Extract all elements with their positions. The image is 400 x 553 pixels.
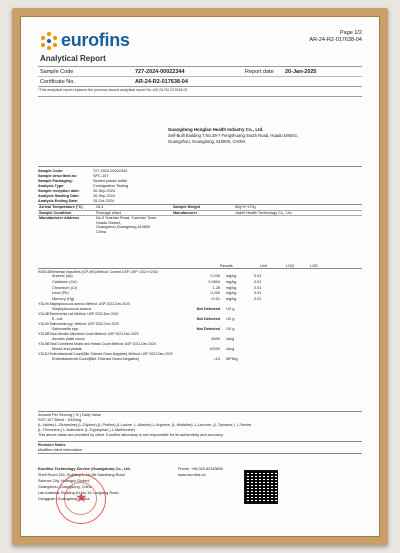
result-unit [313, 342, 342, 346]
client-address [168, 127, 298, 145]
sample-code-value: 727-2024-00022344 [135, 68, 185, 75]
result-unit: mg/kg [226, 274, 237, 279]
result-code [38, 357, 52, 363]
website: www.eurofins.cn [178, 473, 206, 477]
sample-info-key: Sample Packaging: [38, 179, 73, 183]
client-address-line1: Self-Built Building 7,No.39-7 Fengshuang South Road, Huadu District, [168, 133, 298, 138]
result-unit [313, 302, 342, 306]
result-name: Salmonella spp. Method: USP 2022-Dec 2020 [49, 322, 119, 327]
result-code: Y3L5B [38, 332, 50, 337]
result-name: Aerobic plate count [52, 336, 85, 341]
result-code: Y3L4V [38, 302, 50, 307]
mfr-address-line: China [96, 229, 106, 234]
result-code: R2DL6 [38, 270, 50, 274]
result-unit: /10 g [226, 326, 235, 331]
result-code: Y3L5J [38, 352, 49, 357]
client-name: Guangdong Honglan Health Industry Co., Ltd. [168, 127, 264, 132]
result-name: Arsenic (As) [52, 274, 73, 279]
sample-info-list [38, 169, 362, 204]
certificate-value: AR-24-R2-017638-04 [135, 78, 188, 85]
result-value: 10000 [209, 346, 220, 351]
result-loq [254, 357, 278, 363]
sample-info-value: 727-2024-00022344 [93, 169, 128, 173]
sample-info-value: SPC-107 [93, 174, 109, 178]
sample-info-value: 15-Oct-2024 [93, 199, 115, 203]
result-value: 0.236 [210, 274, 220, 279]
result-loq [342, 352, 362, 356]
results-col: Results [220, 264, 233, 268]
result-loq: 0.01 [254, 291, 262, 296]
mfr-address-line: Guangzhou,Guangdong,510800 [96, 225, 151, 230]
result-name: Mercury (Hg) [52, 296, 75, 301]
result-value: Not Detected [196, 316, 220, 321]
seal-star-icon: ★ [75, 489, 88, 505]
result-name: Lead (Pb) [52, 291, 69, 296]
result-value: Not Detected [196, 306, 220, 311]
qr-code-icon [244, 470, 278, 504]
sample-info-key: Analysis Ending Date: [38, 199, 79, 203]
mfr-address-line: No.3 Yuanfan Road, Yuanhan Town, [96, 216, 158, 221]
result-name: Chromium (Cr) [52, 285, 78, 290]
result-unit: mg/kg [226, 280, 237, 284]
result-name: Staphylococcus aureus Method: USP 2022-Dec 2020 [49, 302, 130, 307]
results-header [38, 264, 362, 269]
report-date-label: Report date [245, 68, 274, 75]
revision-text: Modifies client information [38, 448, 82, 452]
result-unit: cfu/g [226, 346, 235, 351]
result-name: Salmonella spp. [52, 326, 80, 331]
result-loq: 0.01 [254, 285, 262, 290]
lod-col: LOD [310, 264, 318, 268]
result-unit [313, 352, 342, 356]
result-row [38, 357, 362, 363]
phone-value: +86 020 82163665 [191, 467, 223, 471]
sample-condition-value: Package intact [96, 210, 121, 215]
client-address-line2: Guangzhou, Guangdong, 510800, CHINA [168, 139, 246, 144]
result-value: 0.0804 [208, 280, 220, 284]
footer-contact [178, 466, 223, 478]
result-unit: mg/kg [226, 296, 237, 301]
sample-info-key: Analysis Starting Date: [38, 194, 80, 198]
result-loq [342, 312, 362, 316]
result-unit: /10 g [226, 306, 235, 311]
footer-line: Science City, Huangpu District, [38, 479, 91, 483]
result-unit [313, 312, 342, 316]
loq-col: LOQ [286, 264, 295, 268]
sample-info-value: Sealed plastic bottle [93, 179, 127, 183]
result-name: Staphylococcus aureus [52, 306, 92, 311]
result-loq [342, 342, 362, 346]
result-value: 1.28 [212, 285, 220, 290]
sample-info-value: Consignation Testing [93, 184, 129, 188]
replace-note: *This analytical report replaces the previous issued analytical report No.:AR-24-R2-017638-03 [38, 88, 188, 92]
disclaimer: This above datas are provided by client. Eurofins laboratory is not responsible for its authenticity and accuracy. [38, 433, 224, 437]
result-loq [342, 332, 362, 336]
footer-line: Guangzhou, Guangdong, China [38, 485, 92, 489]
result-name: Total Aerobic Microbial Count Method: USP 2021-Dec 2020 [49, 332, 139, 337]
report-page [28, 24, 372, 529]
sample-info-key: Sample reception date: [38, 189, 80, 193]
result-name: Total Combined Molds and Yeasts Count Method: USP 2021-Dec 2020 [49, 342, 156, 347]
result-value: 0.200 [210, 291, 220, 296]
result-name: Cadmium (Cd) [52, 280, 77, 284]
result-loq: 0.01 [254, 296, 262, 301]
mfr-address-value [95, 216, 362, 235]
result-name: Elemental Impurities (ICP-MS) Method: Current USP, USP <232>/<233> [49, 270, 159, 274]
result-name: Enterobacterial Count(Bile-Tolerant Gram-Negative) [52, 356, 140, 361]
report-date-value: 20-Jan-2025 [285, 68, 317, 75]
revision-label: Revision Notes [38, 443, 66, 447]
result-unit [313, 270, 342, 274]
result-unit [313, 322, 342, 326]
sample-info-value: 30-Sep-2024 [93, 189, 115, 193]
result-loq: 0.01 [254, 280, 262, 284]
result-unit: /10 g [226, 316, 235, 321]
footer-line: Eurofins Technology Service (Guangzhou) Co., Ltd. [38, 467, 131, 471]
brand-name: eurofins [61, 30, 130, 50]
conditions-table [38, 204, 362, 235]
ingredients-line2: (L-Threonine,) L-Isoleucine (L-Tryptophan,) L-Methionine) [38, 428, 135, 432]
result-code: Y3L4E [38, 312, 50, 317]
page-count: Page 1/2 [339, 30, 362, 36]
result-code: Y3L5B [38, 342, 50, 347]
company-seal-stamp [56, 474, 106, 524]
mfr-address-line: Huadu District, [96, 220, 121, 225]
footer-line: Lab Address: Building A1 No.16 Longtang Road, [38, 491, 120, 495]
result-name: Mould and yeasts [52, 346, 82, 351]
result-unit: cfu/g [226, 336, 235, 341]
result-loq: 0.01 [254, 274, 262, 279]
sample-weight-value: 50g*4+170g [235, 205, 256, 209]
result-unit: mg/kg [226, 291, 237, 296]
result-unit [313, 332, 342, 336]
serving-info [38, 411, 362, 438]
gold-frame [12, 8, 388, 545]
unit-col: Unit [260, 264, 267, 268]
footer-line: Dongguan, Guangdong, China [38, 497, 90, 501]
result-loq [342, 302, 362, 306]
sample-condition-label: Sample Condition [39, 210, 72, 215]
sample-info-key: Analysis Type: [38, 184, 65, 188]
certificate-label: Certificate No. [40, 78, 75, 85]
sample-weight-label: Sample Weight [173, 205, 201, 209]
footer-line: Shell Room 201, Building 1, No.68 Gaoshang Road [38, 473, 125, 477]
result-unit: mg/kg [226, 285, 237, 290]
phone-label: Phone [178, 467, 189, 471]
result-value: <0.01 [210, 296, 220, 301]
arrival-temp-value: 26.4 [96, 205, 104, 209]
manufacturer-label: Manufacturer [173, 210, 198, 215]
page-number [309, 30, 362, 44]
result-unit: MPN/g [226, 356, 238, 361]
divider [38, 96, 362, 97]
results-list [38, 270, 362, 362]
result-value: Not Detected [196, 326, 220, 331]
amount-per-serving: Amount Per Serving ( % ) Daily Value [38, 413, 102, 417]
result-value: <10 [213, 356, 220, 361]
result-loq [342, 270, 362, 274]
result-loq [342, 322, 362, 326]
ingredients-line1: (L-Valine),L-Glutamine),(L-Glycine),(L-Proline),(L-Lysine ,L-Alanine),L-Arginine, (L-Histidine), L-Leucine ,(L-Tyrosine,) ,L-Serine, [38, 423, 253, 427]
sample-info-key: Sample described as: [38, 174, 78, 178]
spc-line: SCP-107 Blend : 1000mg [38, 418, 82, 422]
eurofins-logo [40, 30, 130, 51]
result-name: Enterobacterial Count(Bile-Tolerant Gram-Negative) Method: USP 2022-Dec 2020 [49, 352, 173, 357]
result-name: E. coli [52, 316, 63, 321]
mfr-address-label: Manufacturer Address [39, 216, 80, 221]
report-title: Analytical Report [40, 54, 106, 63]
sample-info-value: 30-Sep-2024 [93, 194, 115, 198]
result-code: Y3L4V [38, 322, 50, 327]
manufacturer-value: Jiabei Health Technology Co., Ltd [235, 210, 292, 215]
result-name: Escherichia coli Method: USP 2022-Dec 2020 [49, 312, 119, 317]
report-id-top: AR-24-R2-017638-04 [309, 37, 362, 43]
result-value: 8400 [211, 336, 220, 341]
arrival-temp-label: Arrival Temperature (°C) [39, 205, 83, 209]
sample-code-label: Sample Code [40, 68, 74, 75]
revision-notes [38, 441, 362, 454]
sample-info-key: Sample Code: [38, 169, 64, 173]
eurofins-dots-icon [40, 32, 58, 50]
report-header-table [38, 66, 362, 87]
sample-info [38, 166, 362, 204]
